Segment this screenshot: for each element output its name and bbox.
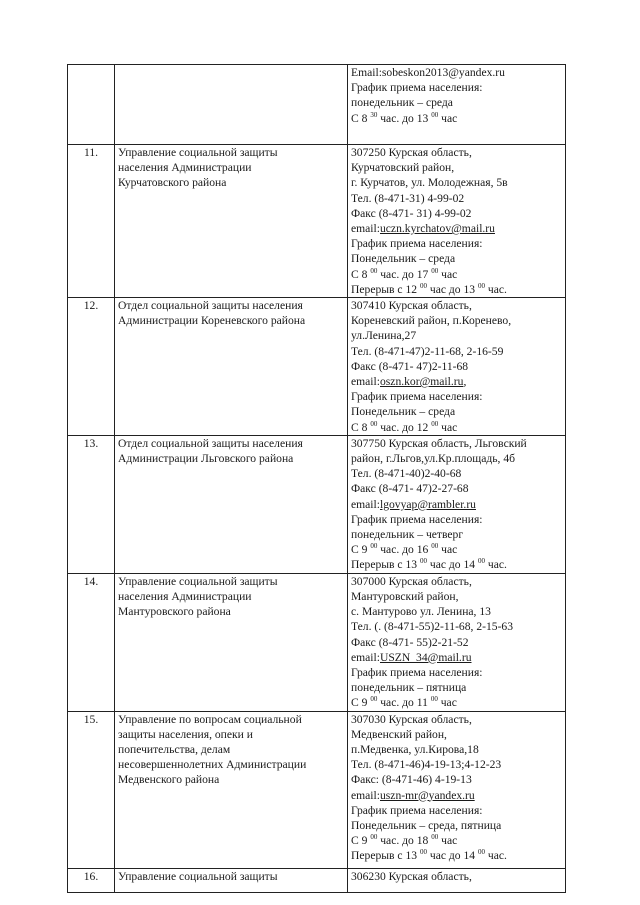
contact-text: Тел. (8-471-47)2-11-68, 2-16-59 xyxy=(351,344,504,358)
agency-name-line: Медвенского района xyxy=(118,773,220,787)
contact-text: час xyxy=(438,267,458,281)
contact-info-cell xyxy=(348,435,566,573)
table-row xyxy=(68,868,566,892)
contact-info-line xyxy=(351,175,562,190)
row-number: 11. xyxy=(68,145,115,298)
contact-info-cell xyxy=(348,868,566,892)
contact-text: email: xyxy=(351,788,380,802)
contact-info-line xyxy=(351,80,562,95)
contact-info-line xyxy=(351,680,562,695)
contact-info-cell xyxy=(348,711,566,868)
contact-text: Тел. (. (8-471-55)2-11-68, 2-15-63 xyxy=(351,620,514,634)
email-link[interactable]: USZN_34@mail.ru xyxy=(379,650,472,664)
contact-text: Перерыв с 12 xyxy=(351,282,420,296)
table-row xyxy=(68,65,566,145)
contact-info-line xyxy=(351,206,562,221)
contact-text: час xyxy=(438,543,458,557)
contact-info-line xyxy=(351,374,562,389)
contact-text: час до 14 xyxy=(426,849,478,863)
time-superscript: 00 xyxy=(431,110,439,119)
contact-text: час. до 16 xyxy=(377,543,432,557)
agency-name-cell xyxy=(115,868,348,892)
time-superscript: 00 xyxy=(477,281,485,290)
agency-name-line: Управление социальной защиты xyxy=(118,574,278,588)
agency-name-line: Отдел социальной защиты населения xyxy=(118,299,303,313)
contact-info-line xyxy=(351,742,562,757)
contact-text: Тел. (8-471-46)4-19-13;4-12-23 xyxy=(351,758,502,772)
contact-info-line xyxy=(351,727,562,742)
contact-text: email: xyxy=(351,650,380,664)
contact-text: Кореневский район, п.Коренево, xyxy=(351,314,512,328)
time-superscript: 00 xyxy=(430,695,438,704)
agency-name-cell xyxy=(115,711,348,868)
row-number: 13. xyxy=(68,435,115,573)
agency-name-line: Отдел социальной защиты населения xyxy=(118,436,303,450)
contact-text: График приема населения: xyxy=(351,81,483,95)
contact-text: Мантуровский район, xyxy=(351,589,459,603)
contact-text: Понедельник – среда xyxy=(351,405,456,419)
contact-info-line xyxy=(351,95,562,110)
contact-text: Email:sobeskon2013@yandex.ru xyxy=(351,66,505,79)
contact-text: График приема населения: xyxy=(351,512,483,526)
email-link[interactable]: oszn.kor@mail.ru xyxy=(379,375,464,389)
contact-text: час. до 11 xyxy=(377,696,431,710)
contact-info-line xyxy=(351,65,562,80)
contact-text: График приема населения: xyxy=(351,803,483,817)
contact-info-line xyxy=(351,803,562,818)
contact-text: час. до 18 xyxy=(377,834,432,848)
contact-text: , xyxy=(463,375,467,389)
row-number xyxy=(68,65,115,145)
table-row xyxy=(68,145,566,298)
contact-text: час. xyxy=(484,849,507,863)
time-superscript: 00 xyxy=(431,542,439,551)
contact-text: Понедельник – среда, пятница xyxy=(351,818,502,832)
contact-info-line xyxy=(351,313,562,328)
agency-name-line: Курчатовского района xyxy=(118,176,227,190)
contact-info-line xyxy=(351,404,562,419)
contact-info-line xyxy=(351,221,562,236)
contact-info-cell xyxy=(348,298,566,436)
contact-text: район, г.Льгов,ул.Кр.площадь, 4б xyxy=(351,452,516,466)
contact-info-line xyxy=(351,145,562,160)
contact-text: Курчатовский район, xyxy=(351,161,455,175)
contact-info-line xyxy=(351,650,562,665)
agencies-table-body xyxy=(68,65,566,893)
contact-text: час до 14 xyxy=(426,558,478,572)
contact-text: Факс (8-471- 55)2-21-52 xyxy=(351,635,469,649)
email-link[interactable]: uszn-mr@yandex.ru xyxy=(379,788,475,802)
time-superscript: 00 xyxy=(431,419,439,428)
contact-info-cell xyxy=(348,145,566,298)
contact-info-line xyxy=(351,328,562,343)
contact-info-line xyxy=(351,512,562,527)
contact-text: час. до 13 xyxy=(377,111,432,125)
contact-info-line xyxy=(351,436,562,451)
contact-text: С 9 xyxy=(351,543,371,557)
contact-text: email: xyxy=(351,375,380,389)
contact-info-line xyxy=(351,344,562,359)
contact-text: email: xyxy=(351,497,380,511)
table-row xyxy=(68,435,566,573)
contact-text: п.Медвенка, ул.Кирова,18 xyxy=(351,742,479,756)
contact-info-line xyxy=(351,282,562,297)
contact-info-line xyxy=(351,481,562,496)
contact-text: График приема населения: xyxy=(351,390,483,404)
agency-name-line: населения Администрации xyxy=(118,161,252,175)
contact-info-line xyxy=(351,635,562,650)
contact-text: час xyxy=(438,834,458,848)
contact-info-line xyxy=(351,833,562,848)
time-superscript: 00 xyxy=(370,266,378,275)
email-link[interactable]: lgovyap@rambler.ru xyxy=(379,497,476,511)
contact-info-line xyxy=(351,160,562,175)
agency-name-line: Мантуровского района xyxy=(118,605,231,619)
contact-text: Факс (8-471- 47)2-27-68 xyxy=(351,482,469,496)
contact-text: Тел. (8-471-40)2-40-68 xyxy=(351,467,462,481)
contact-text: понедельник – четверг xyxy=(351,528,464,542)
contact-text: час. до 12 xyxy=(377,420,432,434)
contact-text: С 9 xyxy=(351,696,371,710)
row-number: 16. xyxy=(68,868,115,892)
contact-text: email: xyxy=(351,222,380,236)
row-number: 12. xyxy=(68,298,115,436)
contact-info-line xyxy=(351,619,562,634)
agency-name-line: несовершеннолетних Администрации xyxy=(118,758,307,772)
time-superscript: 00 xyxy=(477,848,485,857)
time-superscript: 00 xyxy=(419,848,427,857)
contact-text: Перерыв с 13 xyxy=(351,849,420,863)
contact-text: 307250 Курская область, xyxy=(351,146,472,159)
contact-info-line xyxy=(351,848,562,863)
table-row xyxy=(68,573,566,711)
contact-text: 306230 Курская область, xyxy=(351,869,472,883)
contact-info-line xyxy=(351,757,562,772)
agency-name-cell xyxy=(115,298,348,436)
contact-text: час xyxy=(438,111,458,125)
contact-info-line xyxy=(351,772,562,787)
contact-info-line xyxy=(351,665,562,680)
contact-info-line xyxy=(351,574,562,589)
contact-info-cell xyxy=(348,573,566,711)
agency-name-line: Администрации Кореневского района xyxy=(118,314,306,328)
agency-name-cell xyxy=(115,573,348,711)
contact-info-line xyxy=(351,542,562,557)
contact-info-line xyxy=(351,695,562,710)
contact-text: С 9 xyxy=(351,834,371,848)
contact-text: час. xyxy=(484,282,507,296)
agency-name-line: Управление социальной защиты xyxy=(118,146,278,159)
contact-text: 307030 Курская область, xyxy=(351,712,472,726)
agency-name-cell xyxy=(115,435,348,573)
contact-text: Медвенский район, xyxy=(351,727,447,741)
contact-text: понедельник – среда xyxy=(351,96,453,110)
contact-text: час до 13 xyxy=(426,282,478,296)
contact-info-line xyxy=(351,420,562,435)
contact-info-line xyxy=(351,557,562,572)
time-superscript: 00 xyxy=(419,281,427,290)
contact-text: г. Курчатов, ул. Молодежная, 5в xyxy=(351,176,508,190)
time-superscript: 00 xyxy=(370,542,378,551)
time-superscript: 00 xyxy=(370,833,378,842)
agency-name-line: населения Администрации xyxy=(118,589,252,603)
contact-text: 307000 Курская область, xyxy=(351,574,472,588)
contact-text: час. xyxy=(484,558,507,572)
contact-info-line xyxy=(351,389,562,404)
contact-text: час. до 17 xyxy=(377,267,432,281)
contact-info-line xyxy=(351,191,562,206)
time-superscript: 00 xyxy=(370,695,378,704)
row-number: 15. xyxy=(68,711,115,868)
row-number: 14. xyxy=(68,573,115,711)
time-superscript: 00 xyxy=(370,419,378,428)
contact-text: График приема населения: xyxy=(351,665,483,679)
contact-info-line xyxy=(351,604,562,619)
contact-text: понедельник – пятница xyxy=(351,681,467,695)
contact-info-line xyxy=(351,818,562,833)
time-superscript: 00 xyxy=(477,557,485,566)
contact-info-line xyxy=(351,451,562,466)
contact-text: 307750 Курская область, Льговский xyxy=(351,436,527,450)
contact-text: Понедельник – среда xyxy=(351,252,456,266)
time-superscript: 30 xyxy=(370,110,378,119)
contact-info-line xyxy=(351,869,562,884)
contact-info-line xyxy=(351,712,562,727)
time-superscript: 00 xyxy=(419,557,427,566)
contact-text: час xyxy=(438,420,458,434)
agency-name-line: защиты населения, опеки и xyxy=(118,727,253,741)
agency-name-cell xyxy=(115,65,348,145)
time-superscript: 00 xyxy=(431,266,439,275)
contact-text: Тел. (8-471-31) 4-99-02 xyxy=(351,191,465,205)
contact-text: с. Мантурово ул. Ленина, 13 xyxy=(351,605,491,619)
contact-info-line xyxy=(351,298,562,313)
contact-text: 307410 Курская область, xyxy=(351,299,472,313)
contact-text: Перерыв с 13 xyxy=(351,558,420,572)
time-superscript: 00 xyxy=(431,833,439,842)
contact-info-line xyxy=(351,251,562,266)
agency-name-cell xyxy=(115,145,348,298)
table-row xyxy=(68,298,566,436)
contact-info-line xyxy=(351,788,562,803)
contact-info-line xyxy=(351,589,562,604)
contact-text: График приема населения: xyxy=(351,237,483,251)
contact-info-line xyxy=(351,466,562,481)
agency-name-line: Управление по вопросам социальной xyxy=(118,712,302,726)
agencies-table xyxy=(67,64,566,893)
contact-text: С 8 xyxy=(351,267,371,281)
email-link[interactable]: uczn.kyrchatov@mail.ru xyxy=(379,222,495,236)
contact-text: С 8 xyxy=(351,420,371,434)
contact-text: Факс: (8-471-46) 4-19-13 xyxy=(351,773,472,787)
contact-text: С 8 xyxy=(351,111,371,125)
contact-info-line xyxy=(351,111,562,126)
agency-name-line: Администрации Льговского района xyxy=(118,452,294,466)
contact-text: Факс (8-471- 47)2-11-68 xyxy=(351,359,469,373)
agency-name-line: попечительства, делам xyxy=(118,742,231,756)
contact-info-line xyxy=(351,267,562,282)
contact-info-line xyxy=(351,527,562,542)
contact-info-line xyxy=(351,497,562,512)
contact-text: час xyxy=(437,696,457,710)
contact-text: Факс (8-471- 31) 4-99-02 xyxy=(351,206,472,220)
contact-info-line xyxy=(351,236,562,251)
contact-info-cell xyxy=(348,65,566,145)
contact-info-line xyxy=(351,359,562,374)
contact-text: ул.Ленина,27 xyxy=(351,329,417,343)
table-row xyxy=(68,711,566,868)
agency-name-line: Управление социальной защиты xyxy=(118,869,278,883)
